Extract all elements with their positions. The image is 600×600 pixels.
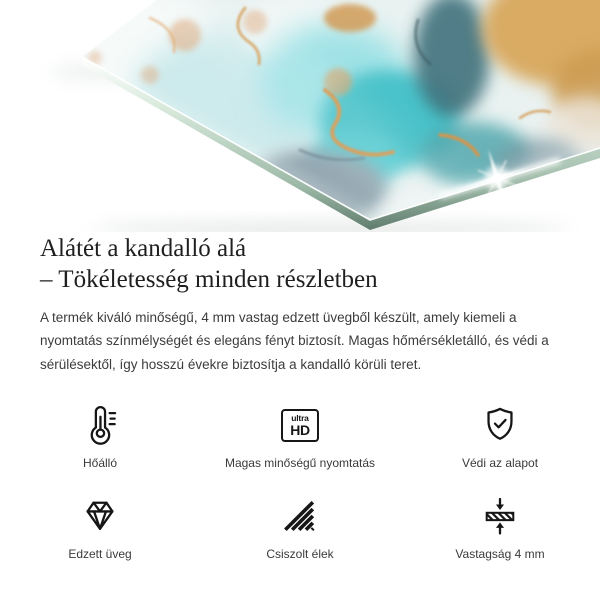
thickness-arrows-icon (478, 493, 522, 539)
ultra-hd-icon (281, 402, 319, 448)
feature-label: Védi az alapot (461, 456, 539, 470)
glass-panel-illustration (0, 0, 600, 232)
feature-high-quality-print (200, 402, 400, 471)
glass-panel-face (25, 0, 600, 232)
shield-check-icon (478, 402, 522, 448)
feature-label: Csiszolt élek (266, 547, 334, 561)
polished-edges-icon (278, 493, 322, 539)
thermometer-icon (78, 402, 122, 448)
feature-polished-edges (200, 493, 400, 562)
ultra-hd-text-bottom: HD (290, 421, 310, 438)
ultra-hd-text-top: ultra (291, 412, 309, 423)
feature-label: Magas minőségű nyomtatás (224, 456, 376, 470)
feature-protects-base (400, 402, 600, 471)
diamond-icon (78, 493, 122, 539)
feature-label: Vastagság 4 mm (455, 547, 545, 561)
feature-thickness (400, 493, 600, 562)
title-line-2: – Tökéletesség minden részletben (40, 266, 378, 293)
product-description: A termék kiváló minőségű, 4 mm vastag edzett üvegből készült, amely kiemeli a nyomtatás színmélységét és elegáns fényt biztosít. Magas hőmérsékletálló, és védi a sérülésektől, így hosszú évekre biztosítja a kandalló körüli teret. (40, 310, 549, 372)
feature-label: Edzett üveg (68, 547, 132, 561)
product-hero-image (0, 0, 600, 232)
feature-grid (0, 402, 600, 562)
title-line-1: Alátét a kandalló alá (40, 235, 247, 262)
feature-label: Hőálló (82, 456, 118, 470)
feature-heat-resistant (0, 402, 200, 471)
panel-shadow (90, 221, 570, 232)
feature-tempered-glass (0, 493, 200, 562)
page-title (40, 233, 378, 295)
